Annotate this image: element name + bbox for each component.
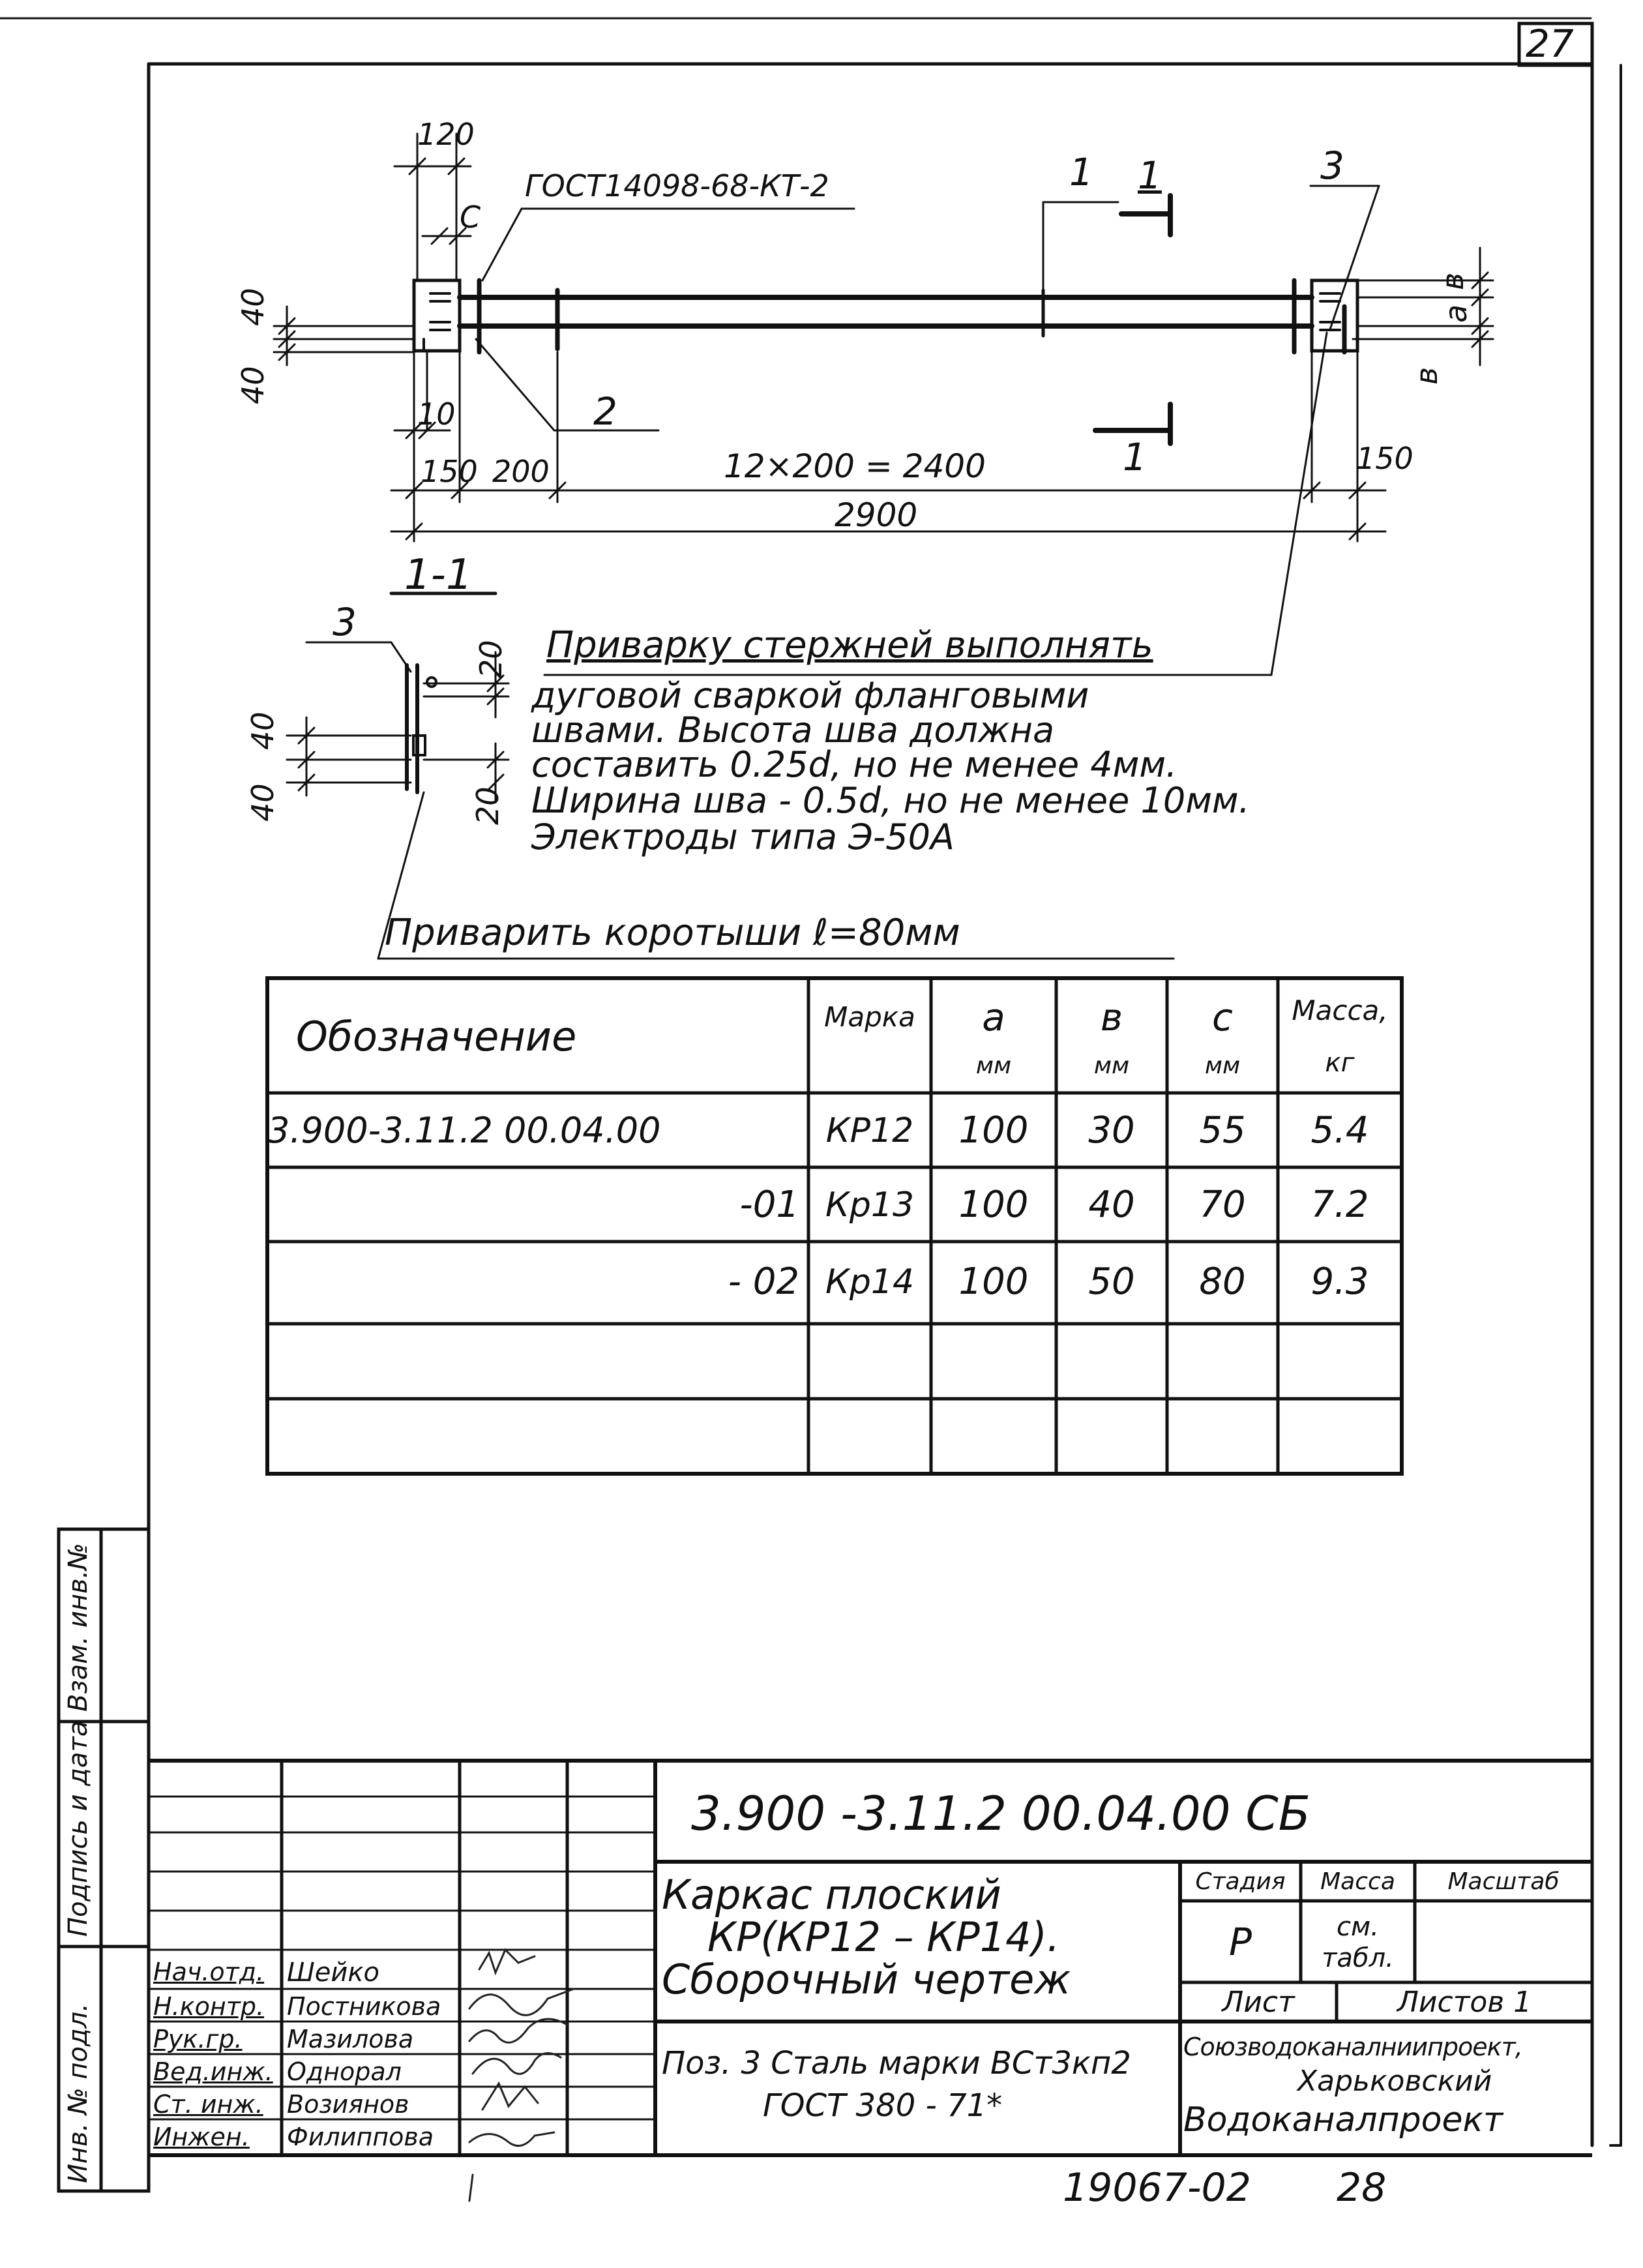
note-line-2: дуговой сваркой фланговыми <box>531 675 1089 716</box>
dim-20-top-label: 20 <box>473 640 509 678</box>
staff-role-3: Рук.гр. <box>153 2025 243 2053</box>
title-line-2: КР(КР12 – КР14). <box>707 1913 1060 1961</box>
dim-b-top-label: в <box>1435 272 1470 290</box>
table-header-c: с <box>1212 995 1233 1039</box>
table-row-1-a: 100 <box>958 1109 1029 1152</box>
mass-label: Масса <box>1320 1868 1395 1895</box>
table-header-b: в <box>1100 995 1123 1039</box>
dim-40-a-label: 40 <box>245 711 280 750</box>
mass-value-2: табл. <box>1322 1943 1394 1973</box>
material-line-1: Поз. 3 Сталь марки ВСт3кп2 <box>662 2045 1131 2081</box>
dim-150-left-label: 150 <box>421 454 478 489</box>
dim-40-b-label: 40 <box>245 783 280 822</box>
footer-page: 28 <box>1337 2165 1387 2211</box>
staff-name-3: Мазилова <box>287 2025 414 2053</box>
table-row-3-mass: 9.3 <box>1310 1261 1369 1303</box>
mass-value-1: см. <box>1337 1912 1379 1942</box>
title-line-1: Каркас плоский <box>662 1871 1001 1918</box>
document-code: 3.900 -3.11.2 00.04.00 СБ <box>691 1786 1311 1841</box>
table-row-3-c: 80 <box>1199 1261 1246 1303</box>
staff-role-4: Вед.инж. <box>153 2057 273 2086</box>
table-row-2-designation: -01 <box>739 1184 799 1226</box>
staff-name-4: Однорал <box>287 2057 402 2086</box>
note-line-6: Электроды типа Э-50А <box>531 816 955 858</box>
table-row-2-mark: Кр13 <box>825 1186 915 1225</box>
staff-name-5: Возиянов <box>287 2090 409 2119</box>
callout-3-top: 3 <box>1320 143 1344 188</box>
table-header-a-unit: мм <box>975 1052 1012 1079</box>
table-row-1-b: 30 <box>1088 1109 1135 1152</box>
staff-name-2: Постникова <box>287 1992 441 2021</box>
org-line-1: Союзводоканалниипроект, <box>1183 2033 1522 2061</box>
section-callout-3: 3 <box>333 600 357 644</box>
title-line-3: Сборочный чертеж <box>662 1956 1071 2003</box>
callout-2: 2 <box>593 389 617 434</box>
section-title: 1-1 <box>404 551 473 599</box>
table-row-2-c: 70 <box>1199 1184 1246 1226</box>
footer-number: 19067-02 <box>1063 2165 1251 2211</box>
dim-c-label: С <box>460 200 481 235</box>
material-line-2: ГОСТ 380 - 71* <box>763 2087 1003 2124</box>
dim-total-label: 2900 <box>835 496 918 534</box>
stage-label: Стадия <box>1195 1868 1286 1895</box>
table-row-3-a: 100 <box>958 1261 1029 1303</box>
dim-40-bottom-label: 40 <box>235 366 271 404</box>
org-line-2: Харьковский <box>1297 2065 1492 2098</box>
section-mark-bottom: 1 <box>1123 435 1147 479</box>
dim-20-bottom-label: 20 <box>470 786 505 825</box>
table-header-b-unit: мм <box>1093 1052 1130 1079</box>
dim-pitch-label: 12×200 = 2400 <box>724 447 986 485</box>
table-row-1-mass: 5.4 <box>1310 1109 1369 1152</box>
stamp-vzam: Взам. инв.№ <box>63 1543 93 1712</box>
dim-200-label: 200 <box>492 454 550 489</box>
dim-40-top-label: 40 <box>235 288 271 326</box>
page-number: 27 <box>1526 22 1574 66</box>
dim-b-bottom-label: в <box>1409 366 1444 385</box>
stamp-podpis: Подпись и дата <box>63 1720 93 1937</box>
staff-role-5: Ст. инж. <box>153 2090 263 2119</box>
stamp-inv-podl: Инв. № подл. <box>63 2003 93 2183</box>
table-row-2-a: 100 <box>958 1184 1029 1226</box>
table-row-1-c: 55 <box>1199 1109 1246 1152</box>
table-header-mass: Масса, <box>1292 994 1388 1026</box>
table-row-3-mark: Кр14 <box>825 1262 915 1302</box>
dim-a-label: а <box>1438 304 1473 323</box>
table-header-mark: Марка <box>824 1001 915 1033</box>
table-header-designation: Обозначение <box>296 1013 577 1060</box>
table-row-3-b: 50 <box>1088 1261 1135 1303</box>
note-line-3: швами. Высота шва должна <box>531 709 1055 751</box>
dim-120-label: 120 <box>417 117 475 152</box>
org-line-3: Водоканалпроект <box>1183 2100 1503 2140</box>
callout-1: 1 <box>1069 150 1093 194</box>
staff-name-6: Филиппова <box>287 2123 434 2151</box>
sheets-label: Листов 1 <box>1397 1985 1532 2019</box>
gost-label: ГОСТ14098-68-КТ-2 <box>525 168 829 203</box>
note-line-5: Ширина шва - 0.5d, но не менее 10мм. <box>531 780 1250 821</box>
table-row-2-b: 40 <box>1088 1184 1135 1226</box>
table-row-1-designation: 3.900-3.11.2 00.04.00 <box>267 1110 661 1151</box>
staff-role-6: Инжен. <box>153 2123 250 2151</box>
staff-name-1: Шейко <box>287 1958 380 1988</box>
table-header-c-unit: мм <box>1204 1052 1241 1079</box>
stage-value: Р <box>1229 1919 1252 1964</box>
table-row-3-designation: - 02 <box>728 1261 799 1303</box>
section-mark-top: 1 <box>1138 153 1162 198</box>
table-row-1-mark: КР12 <box>825 1111 914 1150</box>
note-line-4: составить 0.25d, но не менее 4мм. <box>531 744 1177 785</box>
note-line-1: Приварку стержней выполнять <box>546 624 1153 666</box>
scale-label: Масштаб <box>1447 1868 1560 1895</box>
table-row-2-mass: 7.2 <box>1310 1184 1369 1226</box>
staff-role-1: Нач.отд. <box>153 1958 265 1986</box>
note-line-7: Приварить коротыши ℓ=80мм <box>385 912 960 954</box>
sheet-label: Лист <box>1222 1985 1295 2019</box>
dim-10-label: 10 <box>417 396 456 432</box>
table-header-mass-unit: кг <box>1325 1048 1355 1078</box>
table-header-a: а <box>982 995 1005 1039</box>
dim-150-right-label: 150 <box>1356 441 1414 476</box>
staff-role-2: Н.контр. <box>153 1992 265 2021</box>
